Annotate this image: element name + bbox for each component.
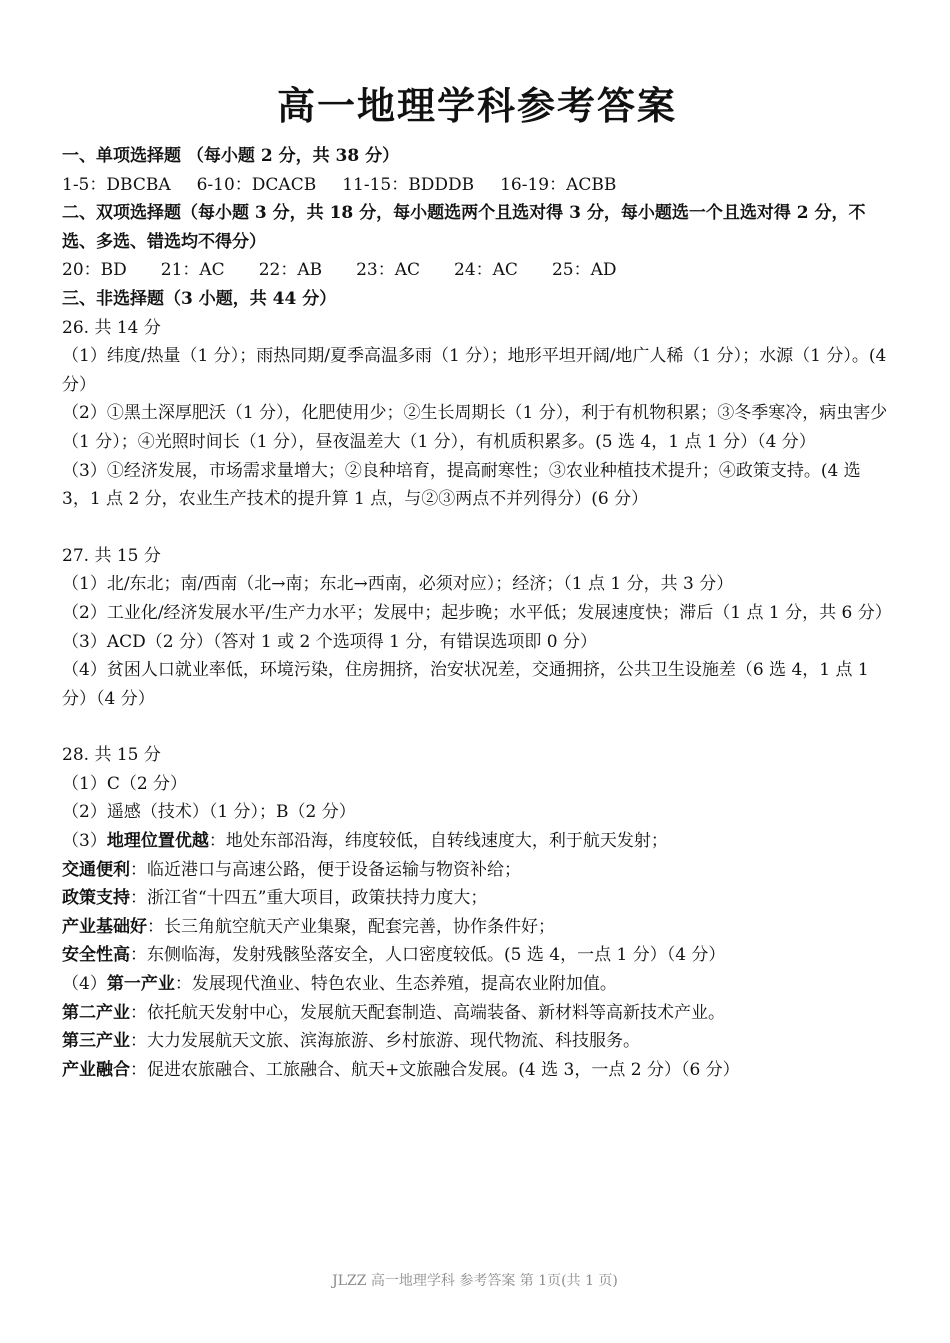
question-28-part-4-item xyxy=(62,970,892,999)
spacer xyxy=(62,514,892,542)
section-1-heading: 一、单项选择题 （每小题 2 分，共 38 分） xyxy=(62,146,400,166)
item-label: 地理位置优越 xyxy=(106,831,209,852)
item-text: ：大力发展航天文旅、滨海旅游、乡村旅游、现代物流、科技服务。 xyxy=(130,1031,640,1052)
question-26-heading: 26. 共 14 分 xyxy=(62,317,161,338)
answer-document xyxy=(62,80,892,1084)
question-28-heading: 28. 共 15 分 xyxy=(62,745,161,766)
item-label: 交通便利 xyxy=(62,859,130,880)
answer-group: 6-10：DCACB xyxy=(196,174,317,195)
section-3-heading: 三、非选择题（3 小题，共 44 分） xyxy=(62,288,337,309)
item-label: 第二产业 xyxy=(62,1002,130,1023)
question-26-part-3: （3）①经济发展，市场需求量增大；②良种培育，提高耐寒性；③农业种植技术提升；④政策支持。(4 选 3，1 点 2 分，农业生产技术的提升算 1 点，与②③两点不并列得分）(6 分） xyxy=(62,460,861,510)
question-27-part-4: （4）贫困人口就业率低，环境污染，住房拥挤，治安状况差，交通拥挤，公共卫生设施差（6 选 4，1 点 1 分）（4 分） xyxy=(62,660,869,709)
item-label: 第一产业 xyxy=(106,974,175,995)
question-27-part-3: （3）ACD（2 分）（答对 1 或 2 个选项得 1 分，有错误选项即 0 分） xyxy=(62,631,597,652)
part-prefix: （3） xyxy=(62,831,107,852)
answer-group: 20：BD xyxy=(62,260,127,281)
question-27-part-1: （1）北/东北；南/西南（北→南；东北→西南，必须对应）；经济；（1 点 1 分，共 3 分） xyxy=(62,574,734,595)
answer-group: 11-15：BDDDB xyxy=(342,174,475,195)
page-title: 高一地理学科参考答案 xyxy=(276,83,677,128)
question-28-part-3-item xyxy=(62,941,892,970)
item-label: 产业基础好 xyxy=(62,916,147,937)
item-label: 产业融合 xyxy=(62,1059,130,1080)
question-28-part-3-item xyxy=(62,827,892,856)
question-28-part-3-item xyxy=(62,884,892,913)
section-2-heading: 二、双项选择题（每小题 3 分，共 18 分，每小题选两个且选对得 3 分，每小题选一个且选对得 2 分，不选、多选、错选均不得分） xyxy=(62,203,866,252)
question-26-part-2: （2）①黑土深厚肥沃（1 分），化肥使用少；②生长周期长（1 分），利于有机物积累；③冬季寒冷，病虫害少（1 分）；④光照时间长（1 分），昼夜温差大（1 分），有机质积累多。(5 选 4，1 点 1 分）（4 分） xyxy=(62,403,888,452)
answer-group: 22：AB xyxy=(258,260,323,281)
question-27-part-2: （2）工业化/经济发展水平/生产力水平；发展中；起步晚；水平低；发展速度快；滞后（1 点 1 分，共 6 分） xyxy=(62,602,892,623)
question-28-part-4-item xyxy=(62,999,892,1028)
page-footer: JLZZ 高一地理学科 参考答案 第 1页(共 1 页) xyxy=(332,1273,618,1289)
question-28-part-4-item xyxy=(62,1027,892,1056)
answer-group: 1-5：DBCBA xyxy=(62,174,171,195)
answer-group: 21：AC xyxy=(160,260,225,281)
answer-group: 16-19：ACBB xyxy=(500,174,617,195)
item-text: ：依托航天发射中心，发展航天配套制造、高端装备、新材料等高新技术产业。 xyxy=(130,1002,725,1023)
answer-group: 24：AC xyxy=(454,260,518,281)
spacer xyxy=(62,713,892,741)
item-text: ：长三角航空航天产业集聚，配套完善，协作条件好； xyxy=(147,916,555,937)
item-text: ：促进农旅融合、工旅融合、航天+文旅融合发展。(4 选 3，一点 2 分）（6 分） xyxy=(130,1059,740,1080)
item-text: ：浙江省“十四五”重大项目，政策扶持力度大； xyxy=(130,888,488,909)
question-27-heading: 27. 共 15 分 xyxy=(62,545,161,566)
question-28-part-4-item xyxy=(62,1056,892,1085)
question-28-part-1: （1）C（2 分） xyxy=(62,773,188,794)
item-text: ：东侧临海，发射残骸坠落安全，人口密度较低。(5 选 4，一点 1 分）（4 分） xyxy=(130,945,726,966)
part-prefix: （4） xyxy=(62,974,107,995)
item-label: 第三产业 xyxy=(62,1031,130,1052)
item-label: 政策支持 xyxy=(62,888,130,909)
section-1-answers xyxy=(62,171,892,200)
question-28-part-3-item xyxy=(62,856,892,885)
question-28-part-2: （2）遥感（技术）（1 分）；B（2 分） xyxy=(62,802,356,823)
answer-group: 23：AC xyxy=(356,260,421,281)
item-text: ：地处东部沿海，纬度较低，自转线速度大，利于航天发射； xyxy=(208,831,668,852)
item-text: ：发展现代渔业、特色农业、生态养殖，提高农业附加值。 xyxy=(174,974,617,995)
question-28-part-3-item xyxy=(62,913,892,942)
question-26-part-1: （1）纬度/热量（1 分）；雨热同期/夏季高温多雨（1 分）；地形平坦开阔/地广人稀（1 分）；水源（1 分）。(4 分） xyxy=(62,346,887,395)
item-label: 安全性高 xyxy=(62,945,130,966)
answer-group: 25：AD xyxy=(551,260,617,281)
section-2-answers xyxy=(62,256,892,285)
item-text: ：临近港口与高速公路，便于设备运输与物资补给； xyxy=(130,859,521,880)
